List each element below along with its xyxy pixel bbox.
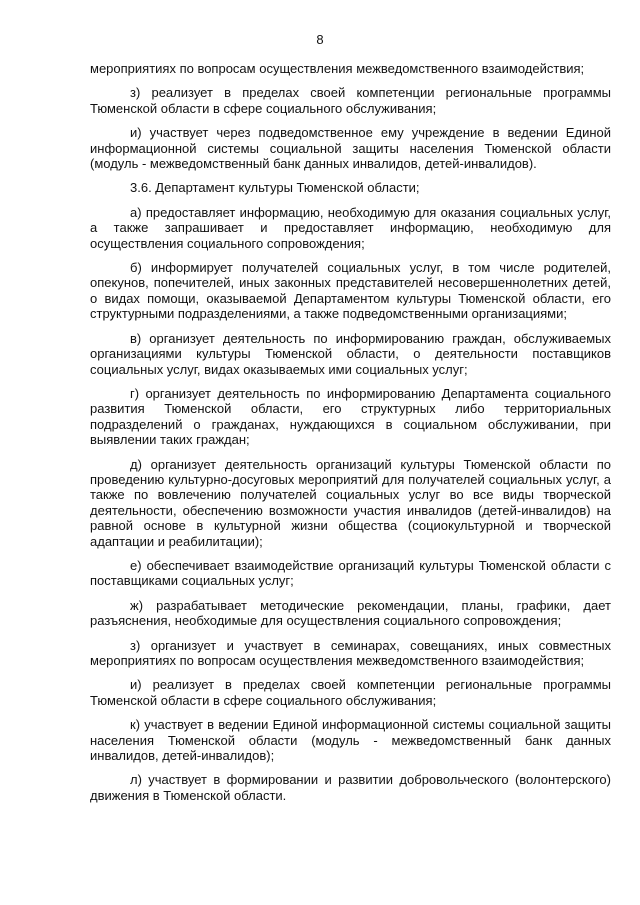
paragraph-item-g: г) организует деятельность по информированию Департамента социального развития Тюменской области, его структурных либо территориальных подразделений о гражданах, нуждающихся в социальном обслуживании, при выявлении таких граждан;: [90, 385, 611, 448]
paragraph-item-zh: ж) разрабатывает методические рекомендации, планы, графики, дает разъяснения, необходимые для осуществления социального сопровождения;: [90, 597, 611, 629]
paragraph-item-k: к) участвует в ведении Единой информационной системы социальной защиты населения Тюменской области (модуль - межведомственный банк данных инвалидов, детей-инвалидов);: [90, 717, 611, 764]
document-body: [90, 61, 611, 812]
paragraph-item-l: л) участвует в формировании и развитии добровольческого (волонтерского) движения в Тюменской области.: [90, 772, 611, 803]
paragraph-continuation: мероприятиях по вопросам осуществления межведомственного взаимодействия;: [90, 61, 585, 76]
section-heading-3-6: 3.6. Департамент культуры Тюменской области;: [130, 180, 420, 196]
paragraph-item-d: д) организует деятельность организаций культуры Тюменской области по проведению культурно-досуговых мероприятий для получателей социальных услуг, а также по вовлечению получателей социальных услуг во все виды творческой деятельности, обеспечению возможности участия инвалидов (детей-инвалидов) на равной основе в культурной жизни общества (социокультурной и творческой адаптации и реабилитации);: [90, 456, 611, 549]
paragraph-item-z2: з) организует и участвует в семинарах, совещаниях, иных совместных мероприятиях по вопросам осуществления межведомственного взаимодействия;: [90, 637, 611, 668]
page-number: 8: [316, 32, 324, 47]
paragraph-item-i: и) участвует через подведомственное ему учреждение в ведении Единой информационной системы социальной защиты населения Тюменской области (модуль - межведомственный банк данных инвалидов, детей-инвалидов).: [90, 125, 611, 172]
paragraph-item-i2: и) реализует в пределах своей компетенции региональные программы Тюменской области в сфере социального обслуживания;: [90, 677, 611, 708]
paragraph-item-v: в) организует деятельность по информированию граждан, обслуживаемых организациями культуры Тюменской области, о деятельности поставщиков социальных услуг, видах оказываемых ими социальных услуг;: [90, 330, 611, 377]
paragraph-item-a: а) предоставляет информацию, необходимую для оказания социальных услуг, а также запрашивает и предоставляет информацию, необходимую для осуществления социального сопровождения;: [90, 204, 611, 251]
paragraph-item-z: з) реализует в пределах своей компетенции региональные программы Тюменской области в сфере социального обслуживания;: [90, 85, 611, 116]
paragraph-item-e: е) обеспечивает взаимодействие организаций культуры Тюменской области с поставщиками социальных услуг;: [90, 557, 611, 589]
paragraph-item-b: б) информирует получателей социальных услуг, в том числе родителей, опекунов, попечителей, иных законных представителей несовершеннолетних детей, о видах помощи, оказываемой Департаментом культуры Тюменской области, его структурными подразделениями, а также подведомственными организациями;: [90, 260, 611, 322]
